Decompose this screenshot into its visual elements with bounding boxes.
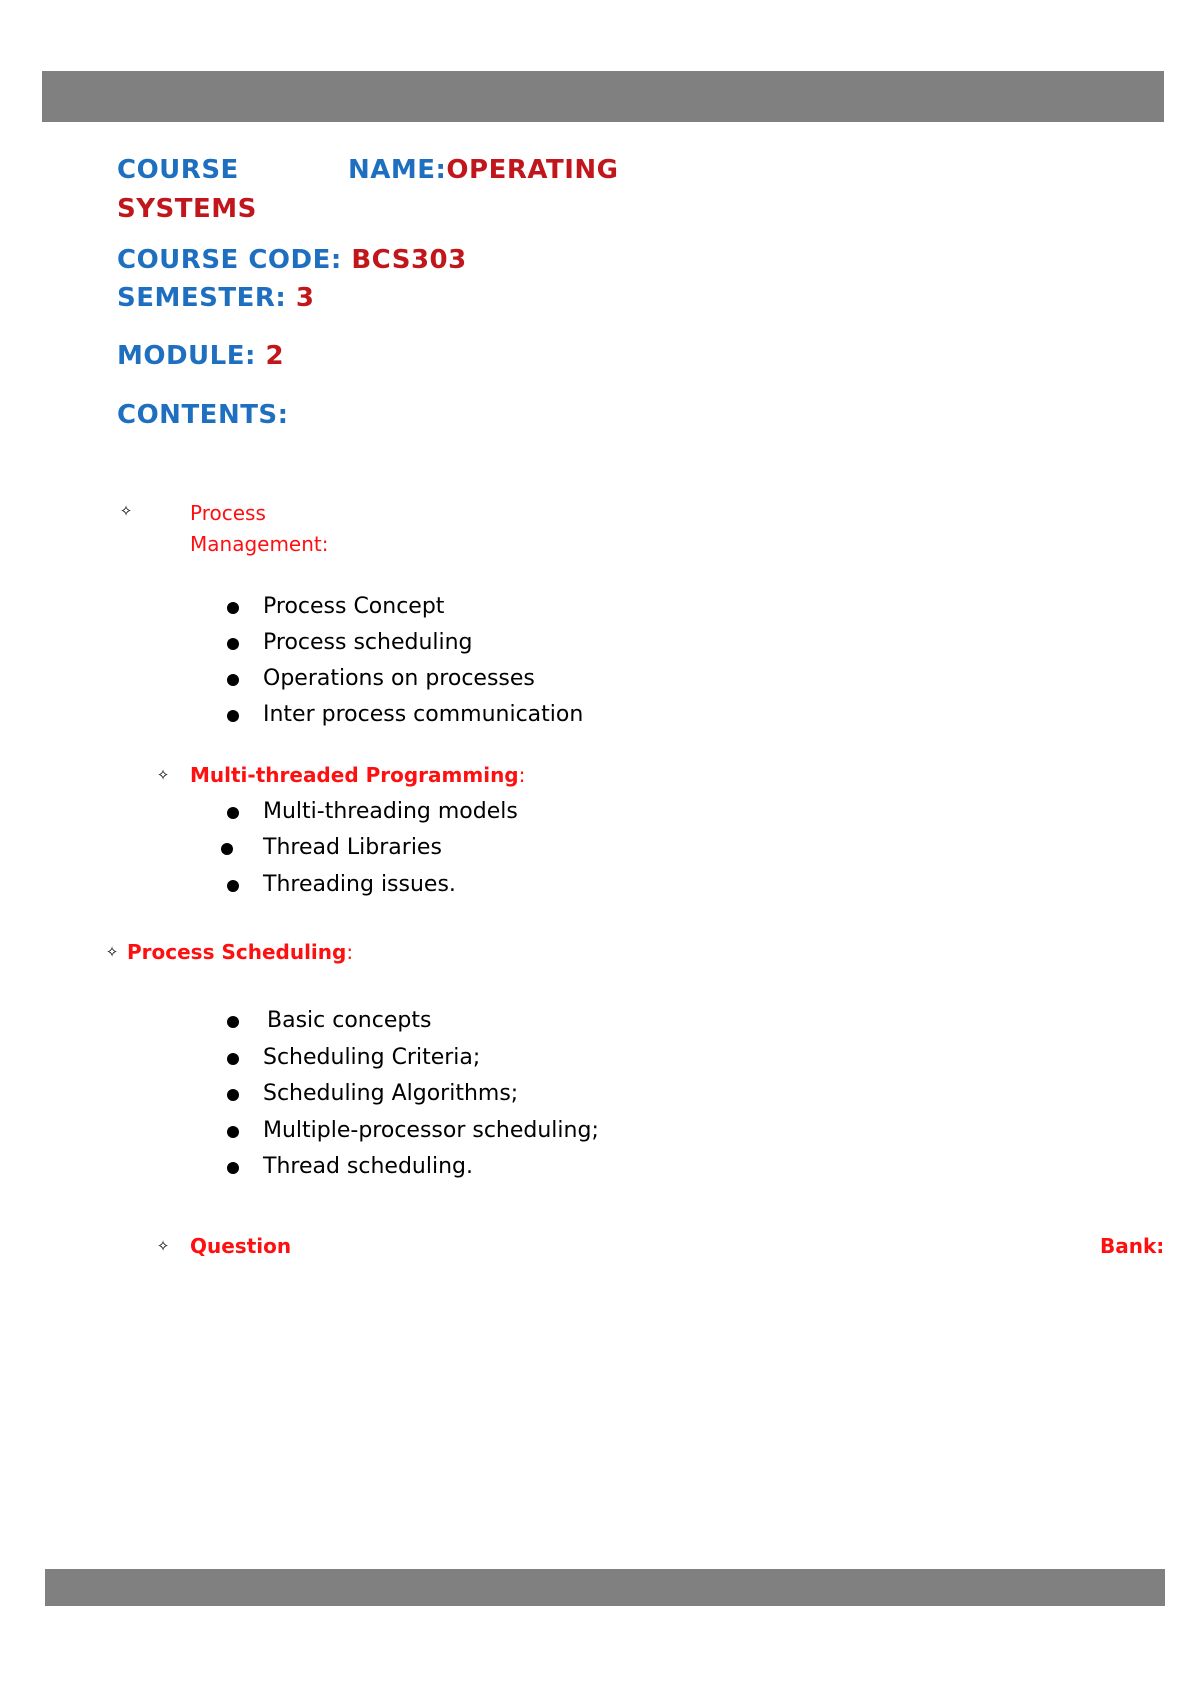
name-label: NAME: [348,155,447,185]
contents-label: CONTENTS: [117,400,289,430]
question-bank-title-right: Bank: [1100,1234,1165,1258]
footer-band [45,1569,1165,1606]
course-code-label: COURSE CODE: [117,245,342,275]
diamond-bullet-icon: ✧ [119,502,133,520]
multithreaded-title: Multi-threaded Programming: [190,763,526,787]
module-label: MODULE: [117,341,256,371]
semester-value: 3 [295,283,315,313]
process-scheduling-title: Process Scheduling: [127,940,354,964]
semester-line [117,285,314,311]
semester-label: SEMESTER: [117,283,287,313]
bullet-dot-icon [227,1089,239,1101]
bullet-dot-icon [227,710,239,722]
diamond-bullet-icon: ✧ [156,1237,170,1255]
course-name-line [348,157,618,183]
bullet-dot-icon [227,602,239,614]
course-code-value: BCS303 [351,245,467,275]
course-code-line [117,247,467,273]
question-bank-title-left: Question [190,1234,292,1258]
bullet-dot-icon [227,807,239,819]
bullet-dot-icon [221,843,233,855]
bullet-dot-icon [227,638,239,650]
diamond-bullet-icon: ✧ [156,766,170,784]
bullet-dot-icon [227,674,239,686]
module-line [117,343,284,369]
diamond-bullet-icon: ✧ [105,943,119,961]
bullet-dot-icon [227,1016,239,1028]
module-value: 2 [265,341,285,371]
bullet-dot-icon [227,1053,239,1065]
process-management-title-1: Process [190,501,266,525]
bullet-dot-icon [227,1126,239,1138]
course-name-cont: SYSTEMS [117,194,257,224]
bullet-dot-icon [227,880,239,892]
bullet-dot-icon [227,1162,239,1174]
course-name-value: OPERATING [446,155,619,185]
course-label: COURSE [117,155,239,185]
process-management-title-2: Management: [190,532,329,556]
header-band [42,71,1164,122]
